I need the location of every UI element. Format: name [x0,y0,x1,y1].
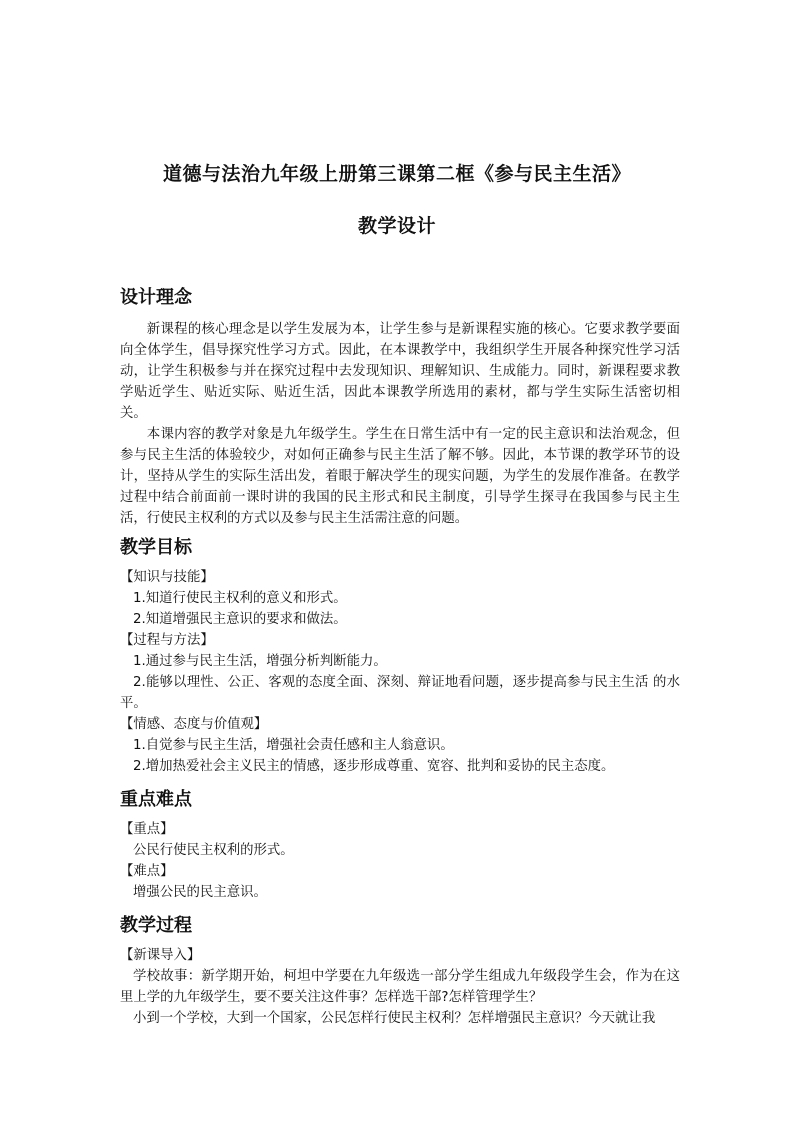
difficult-point-text: 增强公民的民主意识。 [133,885,267,900]
process-item-2: 2.能够以理性、公正、客观的态度全面、深刻、辩证地看问题，逐步提高参与民主生活 的水平。 [120,675,680,711]
design-idea-heading: 设计理念 [120,287,192,308]
design-idea-section [120,283,680,529]
emotion-item-1: 1.自觉参与民主生活，增强社会责任感和主人翁意识。 [133,738,454,753]
process-methods-label: 【过程与方法】 [120,633,214,648]
key-point-text: 公民行使民主权利的形式。 [133,843,294,858]
design-idea-paragraph-2: 本课内容的教学对象是九年级学生。学生在日常生活中有一定的民主意识和法治观念，但参与民主生活的体验较少，对如何正确参与民主生活了解不够。因此，本节课的教学环节的设计，坚持从学生的实际生活出发，着眼于解决学生的现实问题，为学生的发展作准备。在教学过程中结合前面前一课时讲的我国的民主形式和民主制度，引导学生探寻在我国参与民主生活，行使民主权利的方式以及参与民主生活需注意的问题。 [120,427,680,526]
document-title: 道德与法治九年级上册第三课第二框《参与民主生活》 [162,163,631,185]
process-item-1: 1.通过参与民主生活，增强分析判断能力。 [133,654,387,669]
key-point-label: 【重点】 [120,822,174,837]
difficult-point-label: 【难点】 [120,864,174,879]
teaching-process-heading: 教学过程 [120,915,192,936]
key-difficult-section [120,785,680,903]
knowledge-item-1: 1.知道行使民主权利的意义和形式。 [133,591,347,606]
emotion-values-label: 【情感、态度与价值观】 [120,717,268,732]
intro-question: 小到一个学校，大到一个国家，公民怎样行使民主权利？怎样增强民主意识？今天就让我 [133,1011,656,1026]
key-difficult-heading: 重点难点 [120,789,192,810]
knowledge-skills-label: 【知识与技能】 [120,570,214,585]
design-idea-paragraph-1: 新课程的核心理念是以学生发展为本，让学生参与是新课程实施的核心。它要求教学要面向全体学生，倡导探究性学习方式。因此，在本课教学中，我组织学生开展各种探究性学习活动，让学生积极参与并在探究过程中去发现知识、理解知识、生成能力。同时，新课程要求教学贴近学生、贴近实际、贴近生活，因此本课教学所选用的素材，都与学生实际生活密切相关。 [120,322,680,421]
teaching-goals-heading: 教学目标 [120,537,192,558]
intro-story: 学校故事：新学期开始，柯坦中学要在九年级选一部分学生组成九年级段学生会，作为在这里上学的九年级学生，要不要关注这件事？怎样选干部?怎样管理学生？ [120,969,680,1005]
document-body [120,283,680,1029]
intro-label: 【新课导入】 [120,948,201,963]
teaching-goals-section [120,533,680,777]
document-subtitle: 教学设计 [357,215,436,237]
emotion-item-2: 2.增加热爱社会主义民主的情感，逐步形成尊重、宽容、批判和妥协的民主态度。 [133,759,615,774]
teaching-process-section [120,911,680,1029]
knowledge-item-2: 2.知道增强民主意识的要求和做法。 [133,612,347,627]
